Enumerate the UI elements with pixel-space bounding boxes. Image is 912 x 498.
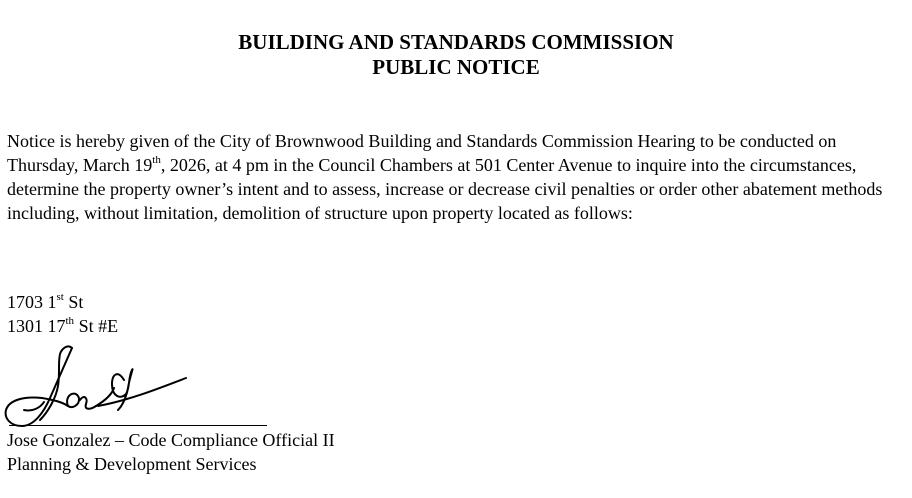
notice-text-part-1: Notice is hereby given of the City of Brownwood Building and Standards Commission Hearing to be conducted on Thursday, March 19 <box>7 131 837 175</box>
address-street: St #E <box>74 316 119 336</box>
notice-paragraph <box>7 129 907 225</box>
address-number: 1301 17 <box>7 316 66 336</box>
address-ordinal-suffix: th <box>65 315 75 327</box>
address-ordinal-suffix: st <box>56 291 64 303</box>
title-line-2: PUBLIC NOTICE <box>372 55 540 79</box>
property-address <box>7 290 118 314</box>
signature-line <box>9 425 267 426</box>
notice-text-part-2: , 2026, at 4 pm in the Council Chambers at 501 Center Avenue to inquire into the circumstances, determine the property owner’s intent and to assess, increase or decrease civil penalties or order other abatement methods including, without limitation, demolition of structure upon property located as follows: <box>7 155 883 223</box>
signer-block <box>7 428 335 476</box>
signer-name-title: Jose Gonzalez – Code Compliance Official II <box>7 430 335 450</box>
title-line-1: BUILDING AND STANDARDS COMMISSION <box>238 30 674 54</box>
signer-department: Planning & Development Services <box>7 454 257 474</box>
handwritten-signature <box>0 340 300 435</box>
date-ordinal-suffix: th <box>152 154 161 166</box>
notice-title <box>0 30 912 80</box>
address-number: 1703 1 <box>7 292 57 312</box>
property-address-list <box>7 290 118 338</box>
property-address <box>7 314 118 338</box>
address-street: St <box>63 292 84 312</box>
